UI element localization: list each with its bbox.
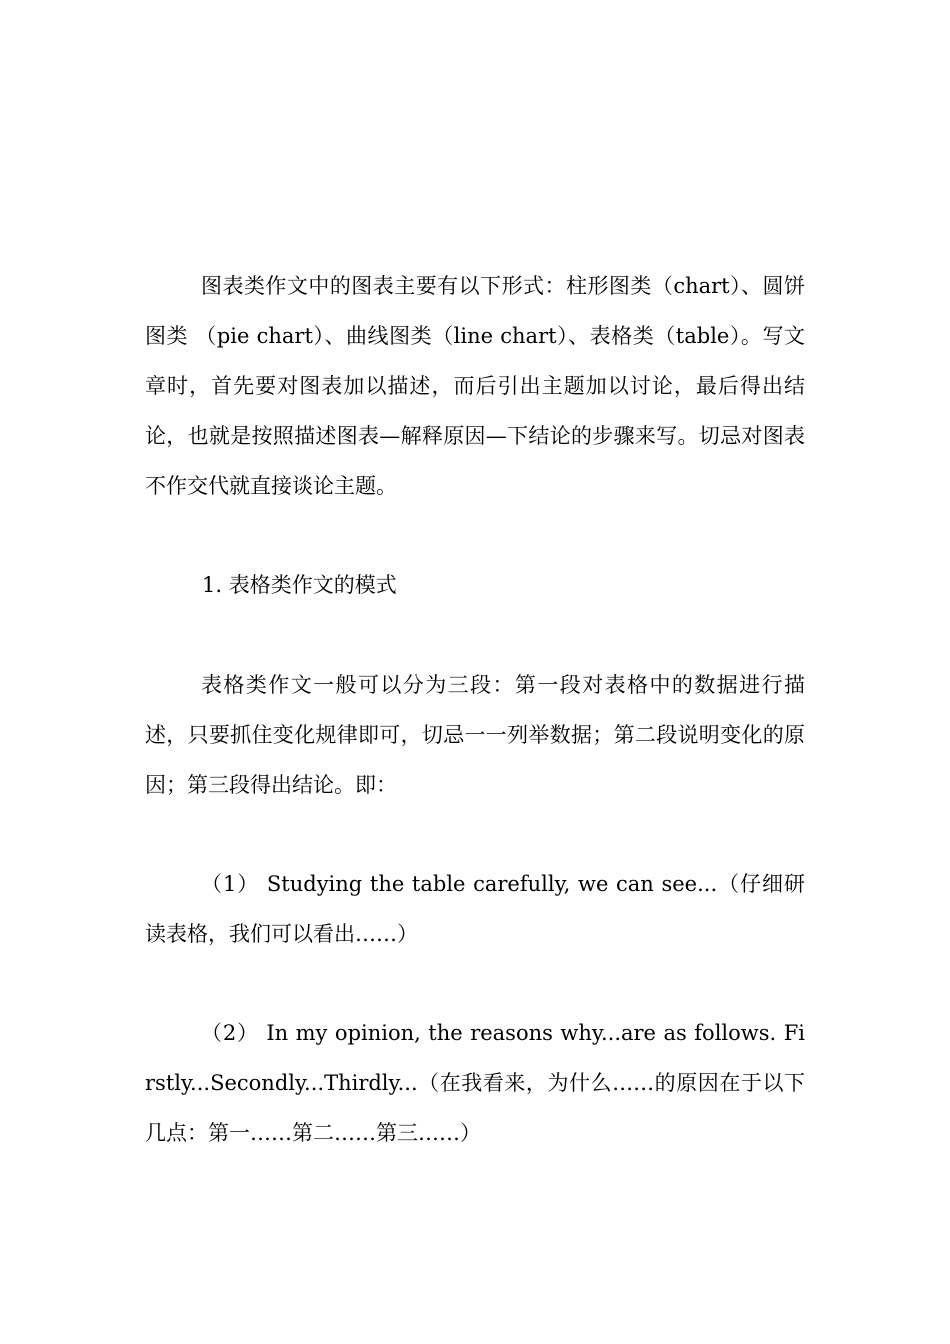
table-essay-paragraph: 表格类作文一般可以分为三段：第一段对表格中的数据进行描述，只要抓住变化规律即可，切忌一一列举数据；第二段说明变化的原因；第三段得出结论。即： xyxy=(145,673,805,797)
intro-paragraph: 图表类作文中的图表主要有以下形式：柱形图类（chart）、圆饼图类 （pie chart）、曲线图类（line chart）、表格类（table）。写文章时，首先要对图表加以描述，而后引出主题加以讨论，最后得出结论，也就是按照描述图表—解释原因—下结论的步骤来写。切忌对图表不作交代就直接谈论主题。 xyxy=(145,274,805,498)
template-item-2: （2） In my opinion, the reasons why...are as follows. Firstly...Secondly...Thirdly...（在我看来，为什么……的原因在于以下几点：第一……第二……第三……） xyxy=(145,1021,805,1145)
template-item-1: （1） Studying the table carefully, we can see...（仔细研读表格，我们可以看出……） xyxy=(145,872,805,946)
section-heading: 1. 表格类作文的模式 xyxy=(202,573,397,597)
